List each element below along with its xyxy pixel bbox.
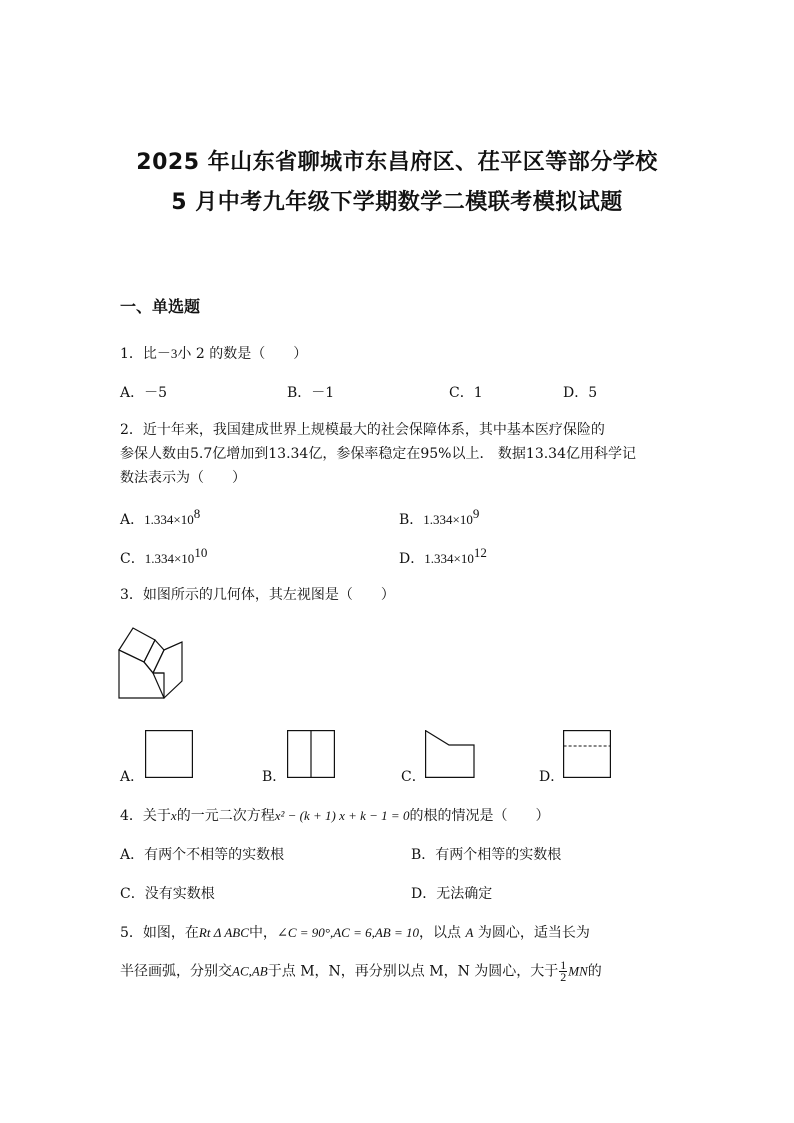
question-2-stem-line-1: 2．近十年来，我国建成世界上规模最大的社会保障体系，其中基本医疗保险的 [120, 422, 605, 438]
q5-stem-part: 于点 M，N，再分别以点 M，N 为圆心，大于 [267, 963, 559, 980]
title-line-2: 5 月中考九年级下学期数学二模联考模拟试题 [171, 190, 623, 215]
q4-option-b[interactable]: B．有两个相等的实数根 [411, 847, 562, 863]
q5-stem-part: ，以点 [419, 925, 466, 941]
q5-stem-part: 中， [248, 925, 277, 941]
geometry-solid-figure [118, 626, 188, 700]
q1-number: 3 [170, 346, 178, 361]
q1-option-c[interactable]: C．1 [449, 385, 483, 401]
q1-stem-part: 小 2 的数是（ ） [177, 346, 308, 362]
question-5-stem-line-1 [120, 922, 590, 942]
q4-equation: x² − (k + 1) x + k − 1 = 0 [274, 808, 410, 823]
q4-option-d[interactable]: D．无法确定 [411, 886, 493, 902]
option-label: B． [399, 512, 424, 528]
option-exponent: 12 [473, 545, 487, 560]
q1-stem-part: 1．比－ [120, 346, 171, 362]
option-value: 1.334×10 [144, 512, 194, 527]
question-3-stem: 3．如图所示的几何体，其左视图是（ ） [120, 587, 395, 603]
q5-fraction [559, 960, 567, 983]
option-exponent: 10 [194, 545, 208, 560]
fraction-denominator: 2 [560, 970, 567, 984]
q2-option-a[interactable] [120, 506, 200, 529]
option-label: A． [120, 512, 145, 528]
question-4-stem [120, 805, 549, 825]
q5-stem-part: 为圆心，适当长为 [473, 925, 590, 941]
q4-stem-part: 4．关于 [120, 808, 171, 824]
q3-option-d-figure[interactable] [563, 730, 611, 778]
q2-option-c[interactable] [120, 545, 207, 568]
q5-point-a: A [465, 925, 474, 940]
q3-option-b-figure[interactable] [287, 730, 335, 778]
q5-stem-part: 半径画弧，分别交 [120, 963, 232, 980]
q1-option-b[interactable]: B．－1 [287, 385, 335, 401]
question-5-stem-line-2 [120, 960, 602, 983]
q4-stem-part: 的根的情况是（ ） [409, 808, 550, 824]
section-heading: 一、单选题 [120, 297, 201, 316]
question-2-stem-line-3: 数法表示为（ ） [120, 470, 246, 486]
q4-option-a[interactable]: A．有两个不相等的实数根 [120, 847, 285, 863]
q1-option-a[interactable]: A．－5 [120, 385, 168, 401]
question-2-stem-line-2: 参保人数由5.7亿增加到13.34亿，参保率稳定在95%以上． 数据13.34亿用科学记 [120, 446, 636, 462]
q4-stem-part: 的一元二次方程 [176, 808, 275, 824]
option-label: D． [399, 551, 425, 567]
q3-option-a-label[interactable]: A． [120, 769, 145, 785]
q3-option-c-label[interactable]: C． [401, 769, 426, 785]
option-exponent: 8 [193, 506, 201, 521]
option-value: 1.334×10 [144, 551, 195, 566]
q5-stem-part: 的 [587, 963, 602, 980]
q5-segments: AC,AB [232, 963, 268, 979]
q2-option-d[interactable] [399, 545, 487, 568]
q3-option-b-label[interactable]: B． [262, 769, 287, 785]
q5-conditions: ∠C = 90°,AC = 6,AB = 10 [276, 925, 420, 940]
q5-stem-part: 5．如图，在 [120, 925, 199, 941]
title-line-1: 2025 年山东省聊城市东昌府区、茌平区等部分学校 [136, 150, 658, 175]
option-exponent: 9 [472, 506, 480, 521]
q5-segment-mn: MN [568, 963, 588, 979]
q4-variable: x [170, 808, 177, 823]
q3-option-a-figure[interactable] [145, 730, 193, 778]
q3-option-c-figure[interactable] [425, 730, 475, 778]
q4-option-c[interactable]: C．没有实数根 [120, 886, 215, 902]
option-value: 1.334×10 [423, 512, 473, 527]
q1-option-d[interactable]: D．5 [563, 385, 598, 401]
question-1-stem [120, 343, 307, 363]
fraction-numerator: 1 [560, 958, 567, 972]
q2-option-b[interactable] [399, 506, 479, 529]
q5-triangle: Rt Δ ABC [198, 925, 249, 940]
q3-option-d-label[interactable]: D． [539, 769, 565, 785]
option-label: C． [120, 551, 145, 567]
option-value: 1.334×10 [424, 551, 474, 566]
